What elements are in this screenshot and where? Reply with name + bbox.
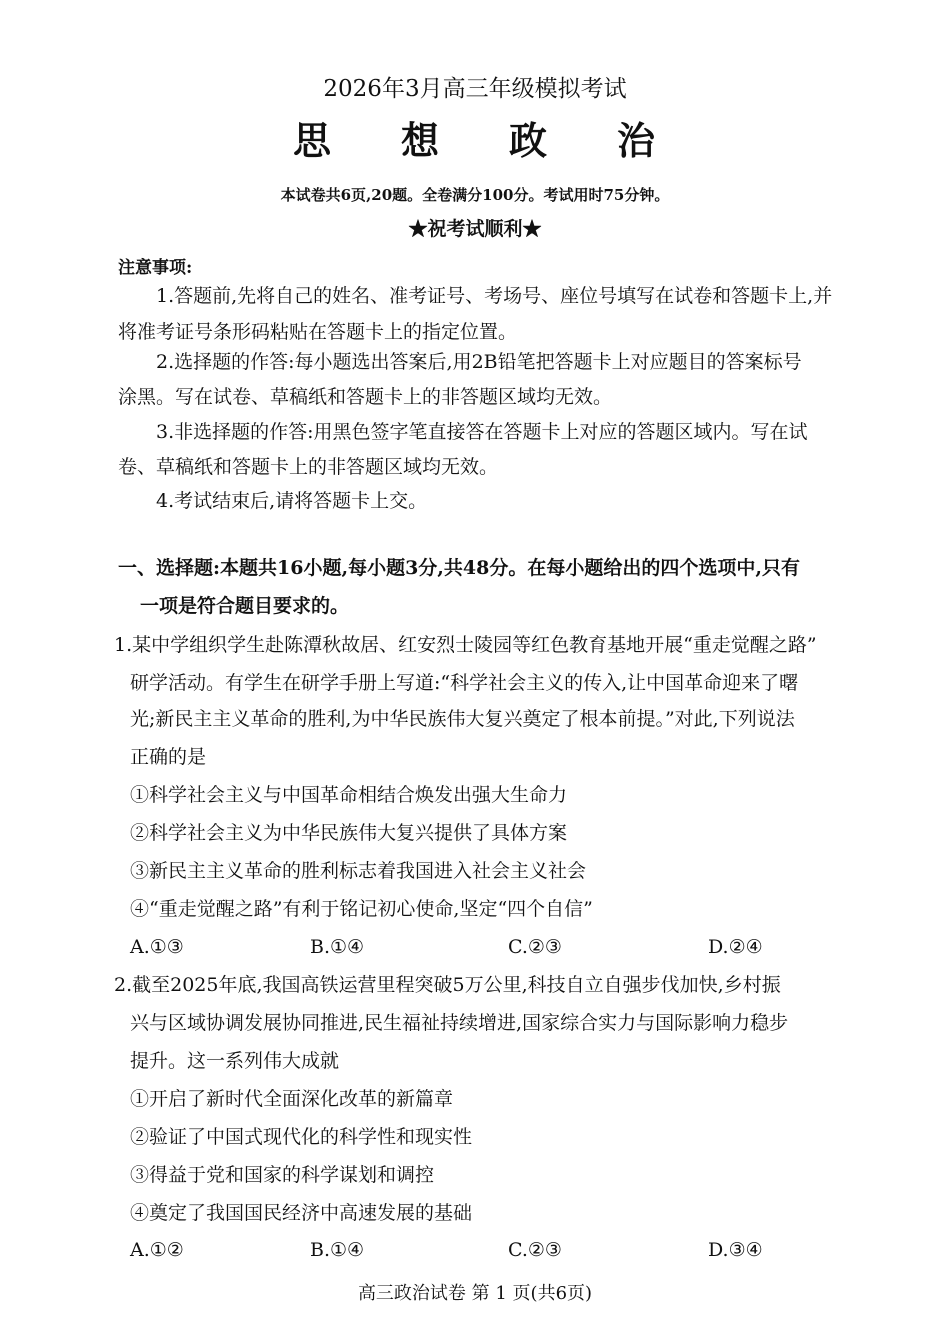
option-a: A.①② xyxy=(130,1239,184,1261)
question-1-stem: 正确的是 xyxy=(130,746,207,768)
question-1-options xyxy=(130,935,890,959)
question-2-stem: 提升。这一系列伟大成就 xyxy=(130,1050,340,1072)
option-d: D.②④ xyxy=(708,936,763,958)
question-2-statement: ④奠定了我国国民经济中高速发展的基础 xyxy=(130,1202,473,1224)
exam-name: 2026年3月高三年级模拟考试 xyxy=(323,76,627,102)
option-a: A.①③ xyxy=(130,936,184,958)
question-1-statement: ④“重走觉醒之路”有利于铭记初心使命,坚定“四个自信” xyxy=(130,898,593,920)
question-1-stem: 1.某中学组织学生赴陈潭秋故居、红安烈士陵园等红色教育基地开展“重走觉醒之路” xyxy=(114,634,817,656)
notice-line: 涂黑。写在试卷、草稿纸和答题卡上的非答题区域均无效。 xyxy=(118,386,613,408)
question-2-statement: ②验证了中国式现代化的科学性和现实性 xyxy=(130,1126,473,1148)
good-luck-banner: ★祝考试顺利★ xyxy=(408,218,542,240)
question-2-statement: ①开启了新时代全面深化改革的新篇章 xyxy=(130,1088,454,1110)
question-2-stem: 兴与区域协调发展协同推进,民生福祉持续增进,国家综合实力与国际影响力稳步 xyxy=(130,1012,789,1034)
notice-title: 注意事项: xyxy=(118,258,193,278)
notice-line: 将准考证号条形码粘贴在答题卡上的指定位置。 xyxy=(118,321,518,343)
page-footer: 高三政治试卷 第 1 页(共6页) xyxy=(357,1283,593,1304)
exam-info: 本试卷共6页,20题。全卷满分100分。考试用时75分钟。 xyxy=(280,186,670,204)
option-d: D.③④ xyxy=(708,1239,763,1261)
question-1-statement: ②科学社会主义为中华民族伟大复兴提供了具体方案 xyxy=(130,822,568,844)
option-c: C.②③ xyxy=(508,1239,562,1261)
notice-line: 3.非选择题的作答:用黑色签字笔直接答在答题卡上对应的答题区域内。写在试 xyxy=(156,421,808,443)
notice-line: 1.答题前,先将自己的姓名、准考证号、考场号、座位号填写在试卷和答题卡上,并 xyxy=(156,285,833,307)
question-1-stem: 研学活动。有学生在研学手册上写道:“科学社会主义的传入,让中国革命迎来了曙 xyxy=(130,672,799,694)
subject-char: 思 xyxy=(292,118,333,163)
subject-title xyxy=(0,117,950,165)
subject-char: 治 xyxy=(617,118,658,163)
question-1-statement: ③新民主主义革命的胜利标志着我国进入社会主义社会 xyxy=(130,860,587,882)
notice-line: 2.选择题的作答:每小题选出答案后,用2B铅笔把答题卡上对应题目的答案标号 xyxy=(156,351,802,373)
option-b: B.①④ xyxy=(310,936,365,958)
notice-line: 卷、草稿纸和答题卡上的非答题区域均无效。 xyxy=(118,456,499,478)
question-1-stem: 光;新民主主义革命的胜利,为中华民族伟大复兴奠定了根本前提。”对此,下列说法 xyxy=(130,708,795,730)
option-c: C.②③ xyxy=(508,936,562,958)
question-2-options xyxy=(130,1238,890,1262)
option-b: B.①④ xyxy=(310,1239,365,1261)
subject-char: 政 xyxy=(509,118,550,163)
section-heading: 一项是符合题目要求的。 xyxy=(140,595,350,617)
notice-line: 4.考试结束后,请将答题卡上交。 xyxy=(156,490,428,512)
section-heading: 一、选择题:本题共16小题,每小题3分,共48分。在每小题给出的四个选项中,只有 xyxy=(118,557,800,579)
subject-char: 想 xyxy=(400,118,441,163)
question-2-stem: 2.截至2025年底,我国高铁运营里程突破5万公里,科技自立自强步伐加快,乡村振 xyxy=(114,974,781,996)
question-2-statement: ③得益于党和国家的科学谋划和调控 xyxy=(130,1164,435,1186)
question-1-statement: ①科学社会主义与中国革命相结合焕发出强大生命力 xyxy=(130,784,568,806)
